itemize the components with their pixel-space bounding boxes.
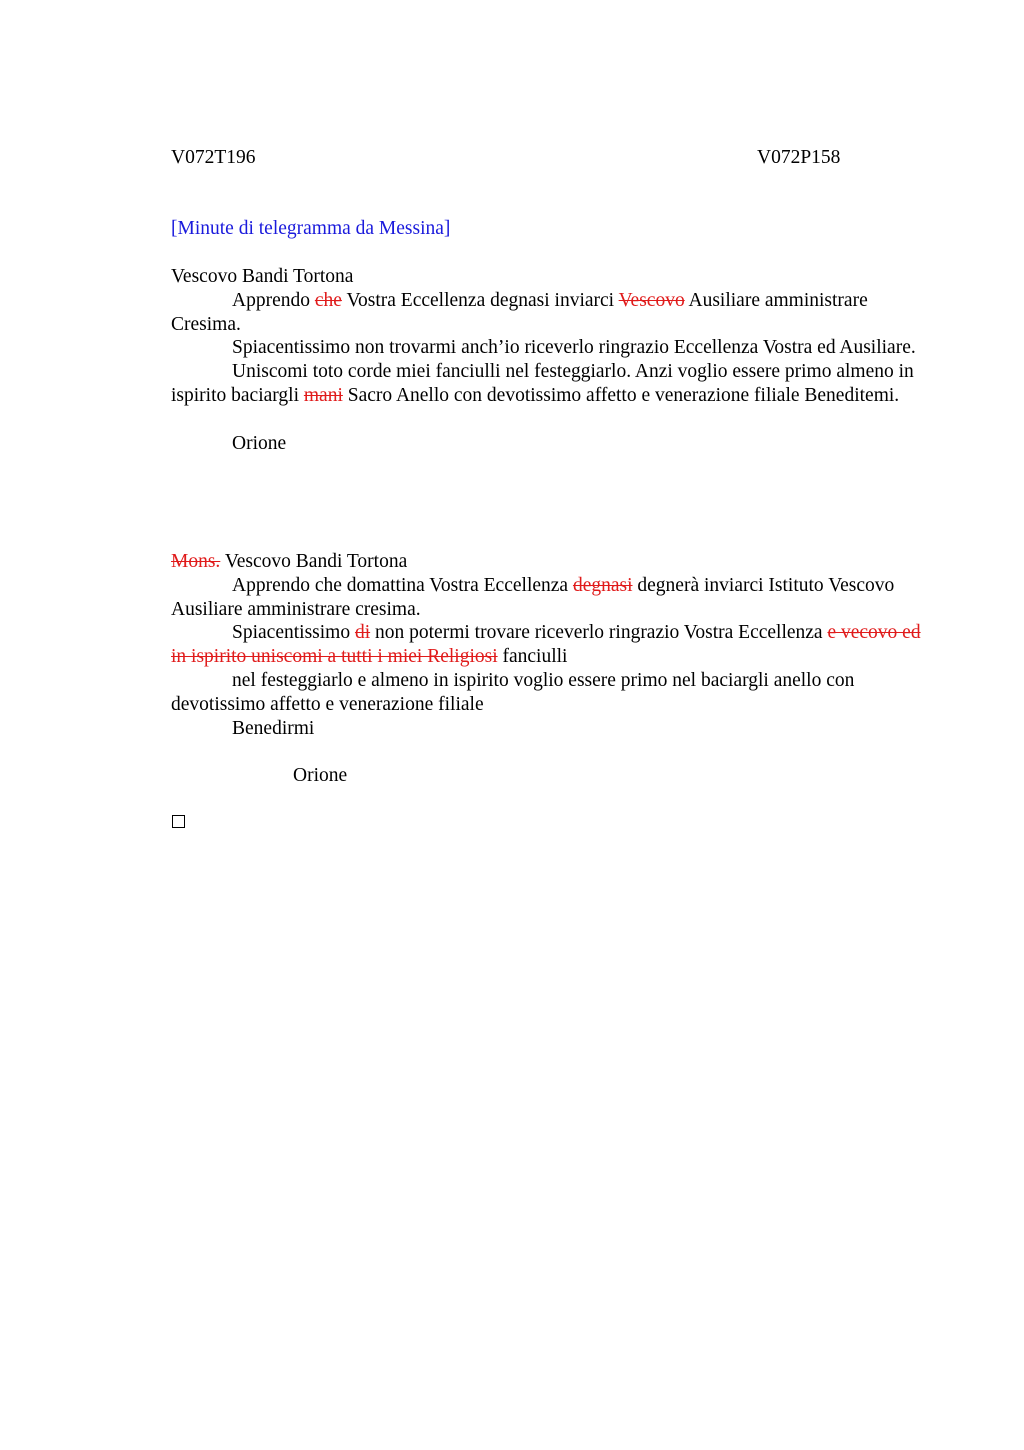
addressee-2 (171, 550, 931, 574)
spacer (171, 740, 931, 764)
paragraph-1-3 (171, 360, 931, 408)
text-segment: non potermi trovare riceverlo ringrazio Vostra Eccellenza (370, 622, 828, 644)
paragraph-2-4: Benedirmi (232, 717, 315, 739)
document-title: [Minute di telegramma da Messina] (171, 218, 451, 239)
text-segment: Apprendo che domattina Vostra Eccellenza (232, 574, 573, 596)
signature-1: Orione (232, 432, 287, 454)
white-square-icon (172, 815, 185, 828)
deleted-word: mani (303, 384, 343, 406)
deleted-word: di (354, 622, 371, 644)
text-segment: Vescovo Bandi Tortona (220, 551, 408, 572)
text-segment: Apprendo (232, 289, 315, 311)
addressee-1: Vescovo Bandi Tortona (171, 266, 354, 287)
deleted-word: che (314, 289, 342, 311)
text-segment: degnerà inviarci Istituto Vescovo Ausiliare amministrare cresima. (171, 574, 895, 620)
deleted-phrase: e vecovo ed in ispirito uniscomi a tutti i miei Religiosi (171, 622, 921, 668)
deleted-word: Vescovo (618, 289, 685, 311)
text-segment: Sacro Anello con devotissimo affetto e venerazione filiale Beneditemi. (342, 384, 900, 406)
text-segment: fanciulli (497, 646, 568, 668)
text-segment: Spiacentissimo (232, 622, 355, 644)
paragraph-2-2 (171, 621, 931, 669)
telegram-minute-1 (171, 265, 931, 455)
paragraph-2-3: nel festeggiarlo e almeno in ispirito voglio essere primo nel baciargli anello con devotissimo affetto e venerazione filiale (171, 669, 855, 715)
signature-2: Orione (293, 765, 348, 787)
telegram-minute-2 (171, 550, 931, 788)
text-segment: Ausiliare amministrare Cresima. (171, 289, 868, 335)
spacer (171, 408, 931, 432)
text-segment: Uniscomi toto corde miei fanciulli nel festeggiarlo. Anzi voglio essere primo almeno in ispirito baciargli (171, 361, 914, 406)
deleted-word: Mons. (171, 551, 221, 572)
document-code-right: V072P158 (757, 147, 841, 168)
text-segment: Vostra Eccellenza degnasi inviarci (341, 289, 619, 311)
paragraph-1-1 (171, 289, 931, 337)
deleted-word: degnasi (572, 574, 633, 596)
paragraph-2-1 (171, 574, 931, 622)
paragraph-1-2: Spiacentissimo non trovarmi anch’io riceverlo ringrazio Eccellenza Vostra ed Ausiliare. (232, 337, 916, 359)
document-code-left: V072T196 (171, 147, 256, 168)
